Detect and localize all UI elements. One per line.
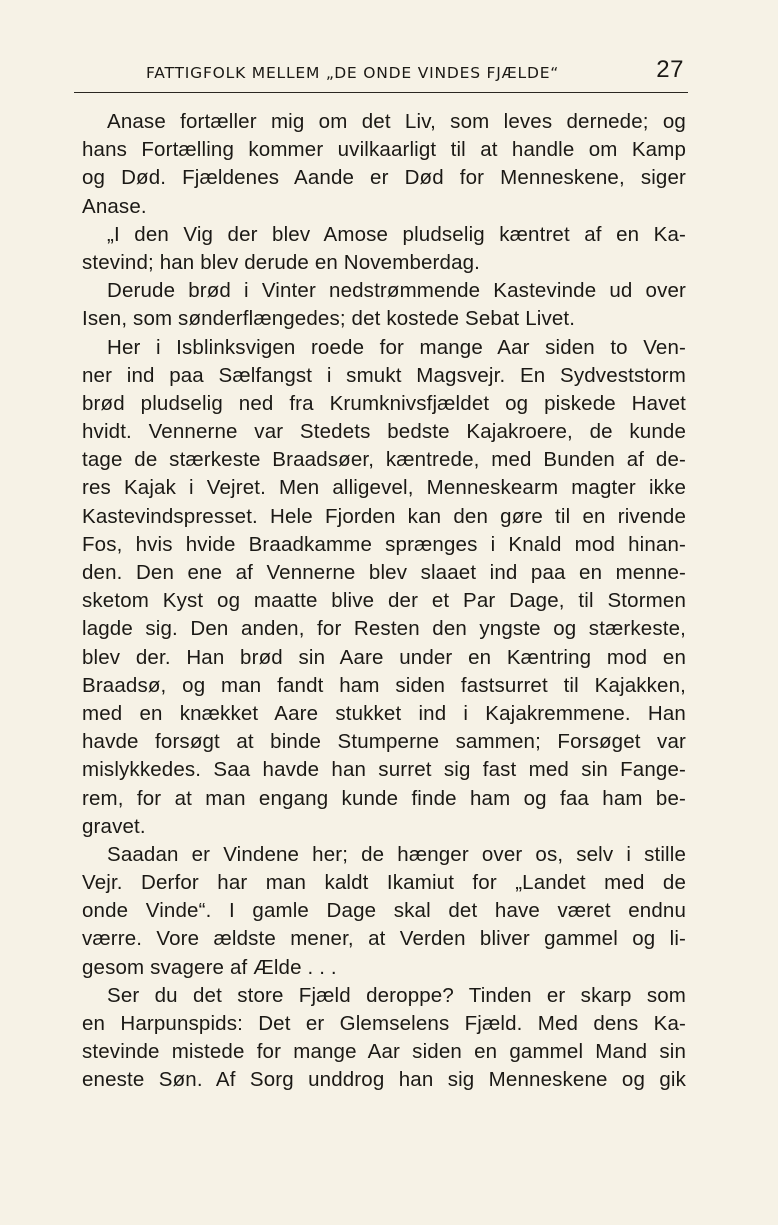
text-line: eneste Søn. Af Sorg unddrog han sig Menneskene og gik [82,1068,686,1092]
text-line: en Harpunspids: Det er Glemselens Fjæld. Med dens Ka- [82,1012,686,1035]
text-line: og Død. Fjældenes Aande er Død for Menneskene, siger [82,166,686,190]
page-number: 27 [656,56,684,83]
text-line: hvidt. Vennerne var Stedets bedste Kajakroere, de kunde [82,420,686,444]
text-line: Vejr. Derfor har man kaldt Ikamiut for „Landet med de [82,871,686,895]
text-line: hans Fortælling kommer uvilkaarligt til at handle om Kamp [82,138,686,162]
text-line: havde forsøgt at binde Stumperne sammen; Forsøget var [82,730,686,754]
text-line: mislykkedes. Saa havde han surret sig fast med sin Fange- [82,758,686,782]
text-line: tage de stærkeste Braadsøer, kæntrede, med Bunden af de- [82,448,686,472]
text-line: ner ind paa Sælfangst i smukt Magsvejr. En Sydveststorm [82,363,686,387]
text-line: Her i Isblinksvigen roede for mange Aar siden to Ven- [107,335,686,359]
text-line: værre. Vore ældste mener, at Verden bliver gammel og li- [82,927,686,951]
text-line: stevind; han blev derude en Novemberdag. [82,250,481,274]
text-line: „I den Vig der blev Amose pludselig kæntret af en Ka- [107,222,686,246]
text-line: med en knækket Aare stukket ind i Kajakremmene. Han [82,701,686,725]
text-line: brød pludselig ned fra Krumknivsfjældet og piskede Havet [82,391,686,415]
text-line: den. Den ene af Vennerne blev slaaet ind paa en menne- [82,561,686,584]
text-line: gravet. [82,814,146,838]
page-header [74,54,688,93]
text-line: res Kajak i Vejret. Men alligevel, Menneskearm magter ikke [82,476,686,500]
text-line: Ser du det store Fjæld deroppe? Tinden er skarp som [107,983,686,1007]
running-title: FATTIGFOLK MELLEM „DE ONDE VINDES FJÆLDE“ [146,64,560,82]
text-line: Braadsø, og man fandt ham siden fastsurret til Kajakken, [82,673,686,697]
text-line: blev der. Han brød sin Aare under en Kæntring mod en [82,645,686,669]
text-line: Saadan er Vindene her; de hænger over os, selv i stille [107,842,686,866]
text-line: sketom Kyst og maatte blive der et Par Dage, til Stormen [82,589,686,613]
text-line: stevinde mistede for mange Aar siden en gammel Mand sin [82,1040,686,1064]
body-text [82,108,686,1095]
text-line: Anase fortæller mig om det Liv, som leves dernede; og [107,110,686,133]
text-line: lagde sig. Den anden, for Resten den yngste og stærkeste, [82,617,686,641]
text-line: Derude brød i Vinter nedstrømmende Kastevinde ud over [107,279,686,303]
text-line: Fos, hvis hvide Braadkamme sprænges i Knald mod hinan- [82,532,686,556]
text-line: Anase. [82,194,147,218]
text-line: Isen, som sønderflængedes; det kostede Sebat Livet. [82,307,576,331]
text-line: rem, for at man engang kunde finde ham og faa ham be- [82,786,686,810]
text-line: gesom svagere af Ælde . . . [82,955,337,979]
text-line: Kastevindspresset. Hele Fjorden kan den gøre til en rivende [82,504,686,528]
text-line: onde Vinde“. I gamle Dage skal det have været endnu [82,899,686,923]
